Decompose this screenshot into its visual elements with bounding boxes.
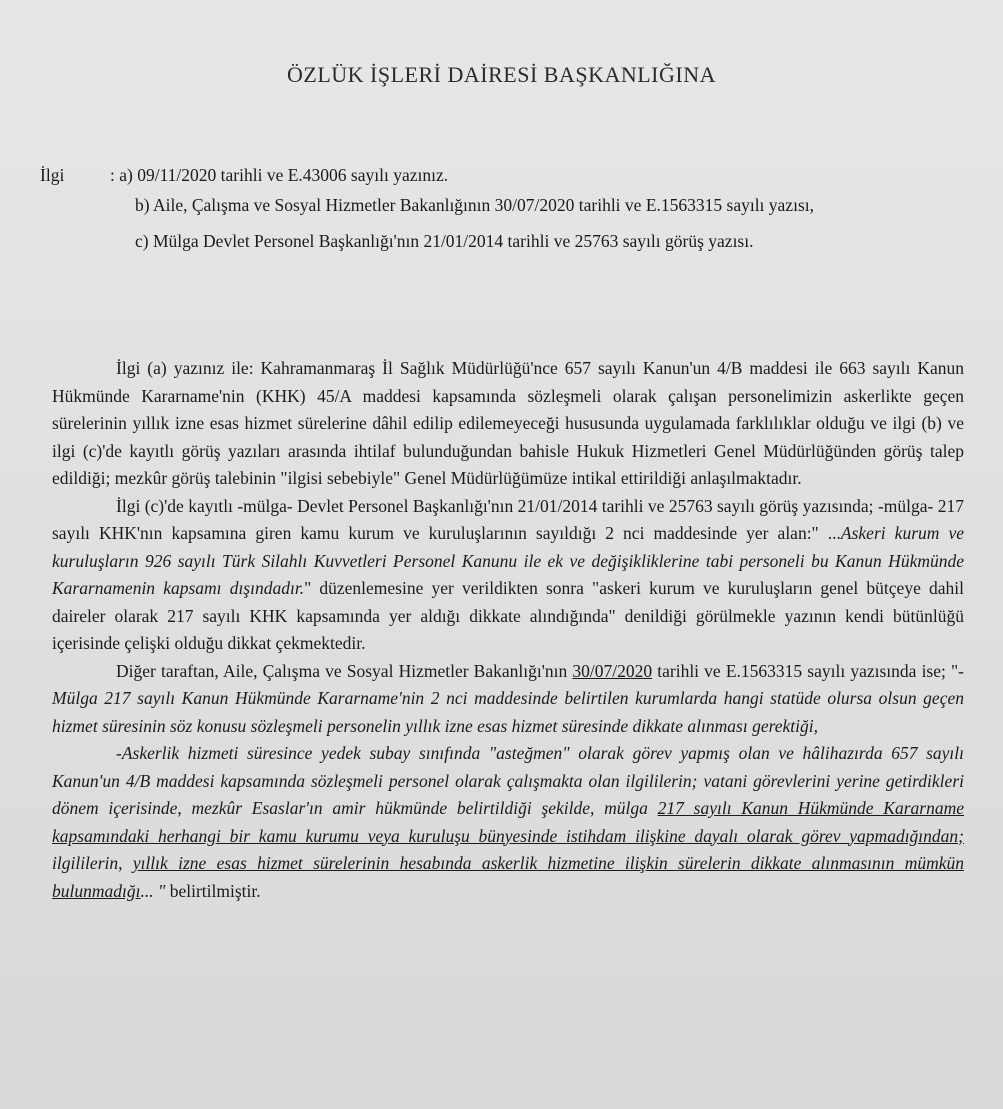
paragraph-3-quote: -Mülga 217 sayılı Kanun Hükmünde Kararname'nin 2 nci maddesinde belirtilen kurumlarda hangi statüde olursa olsun geçen hizmet süresinin söz konusu sözleşmeli personelin yıllık izne esas hizmet süresinde dikkate alınması gerektiği, [52,660,964,736]
paragraph-3-mid: tarihli ve E.1563315 sayılı yazısında ise; " [652,660,959,681]
paragraph-4-closing: belirtilmiştir. [165,880,261,901]
reference-c: c) Mülga Devlet Personel Başkanlığı'nın 21/01/2014 tarihli ve 25763 sayılı görüş yazısı. [135,231,754,251]
document-body [52,355,964,905]
paragraph-4-quote-start: -Askerlik hizmeti süresince yedek subay sınıfında "asteğmen" olarak görev yapmış olan ve hâlihazırda 657 sayılı Kanun'un 4/B maddesi kapsamında sözleşmeli personel olarak çalışmakta olan ilgililerin; vatani görevlerini yerine getirdikleri dönem içerisinde, mezkûr Esaslar'ın amir hükmünde belirtildiği şekilde, mülga [52,743,964,818]
reference-a-text: : a) 09/11/2020 tarihli ve E.43006 sayılı yazınız. [110,165,449,185]
paragraph-2-outro: " düzenlemesine yer verildikten sonra "askeri kurum ve kuruluşların genel bütçeye dahil daireler olarak 217 sayılı KHK kapsamında yer aldığı dikkate alındığında" denildiği görülmekle yazının kendi bütünlüğü içerisinde çelişki olduğu dikkat çekmektedir. [52,578,964,653]
paragraph-3-intro: Diğer taraftan, Aile, Çalışma ve Sosyal Hizmetler Bakanlığı'nın [116,660,573,681]
reference-block [40,160,965,256]
underlined-date: 30/07/2020 [572,660,653,681]
reference-a [40,160,965,190]
paragraph-1: İlgi (a) yazınız ile: Kahramanmaraş İl Sağlık Müdürlüğü'nce 657 sayılı Kanun'un 4/B maddesi ile 663 sayılı Kanun Hükmünde Kararname'nin (KHK) 45/A maddesi kapsamında sözleşmeli olarak çalışan personelimizin askerlikte geçen sürelerinin yıllık izne esas hizmet sürelerine dâhil edilip edilemeyeceği hususunda uygulamada farklılıklar olduğu ve ilgi (b) ve ilgi (c)'de kayıtlı görüş yazıları arasında ihtilaf bulunduğundan bahisle Hukuk Hizmetleri Genel Müdürlüğünden görüş talep edildiği; mezkûr görüş talebinin "ilgisi sebebiyle" Genel Müdürlüğümüze intikal ettirildiği anlaşılmaktadır. [52,358,964,488]
paragraph-4-quote-mid: ilgililerin, [52,853,133,873]
paragraph-4-quote-end: ... " [140,880,166,901]
paragraph-2-quote: Askeri kurum ve kuruluşların 926 sayılı Türk Silahlı Kuvvetleri Personel Kanunu ile ek ve değişikliklerine tabi personeli bu Kanun Hükmünde Kararnamenin kapsamı dışındadır. [52,523,964,598]
paragraph-2 [52,493,964,658]
reference-b: b) Aile, Çalışma ve Sosyal Hizmetler Bakanlığının 30/07/2020 tarihli ve E.1563315 sayılı yazısı, [135,195,814,215]
paragraph-3 [52,658,964,741]
document-title: ÖZLÜK İŞLERİ DAİRESİ BAŞKANLIĞINA [287,62,716,87]
underlined-quote-1: 217 sayılı Kanun Hükmünde Kararname kapsamındaki herhangi bir kamu kurumu veya kuruluşu bünyesinde istihdam ilişkine dayalı olarak görev yapmadığından; [52,798,964,846]
paragraph-4 [52,740,964,905]
paragraph-2-intro: İlgi (c)'de kayıtlı -mülga- Devlet Personel Başkanlığı'nın 21/01/2014 tarihli ve 25763 sayılı görüş yazısında; -mülga- 217 sayılı KHK'nın kapsamına giren kamu kurum ve kuruluşlarının sayıldığı 2 nci maddesinde yer alan:" ... [52,495,964,543]
underlined-quote-2: yıllık izne esas hizmet sürelerinin hesabında askerlik hizmetine ilişkin sürelerin dikkate alınmasının mümkün bulunmadığı [52,853,964,901]
reference-label: İlgi [40,165,65,185]
